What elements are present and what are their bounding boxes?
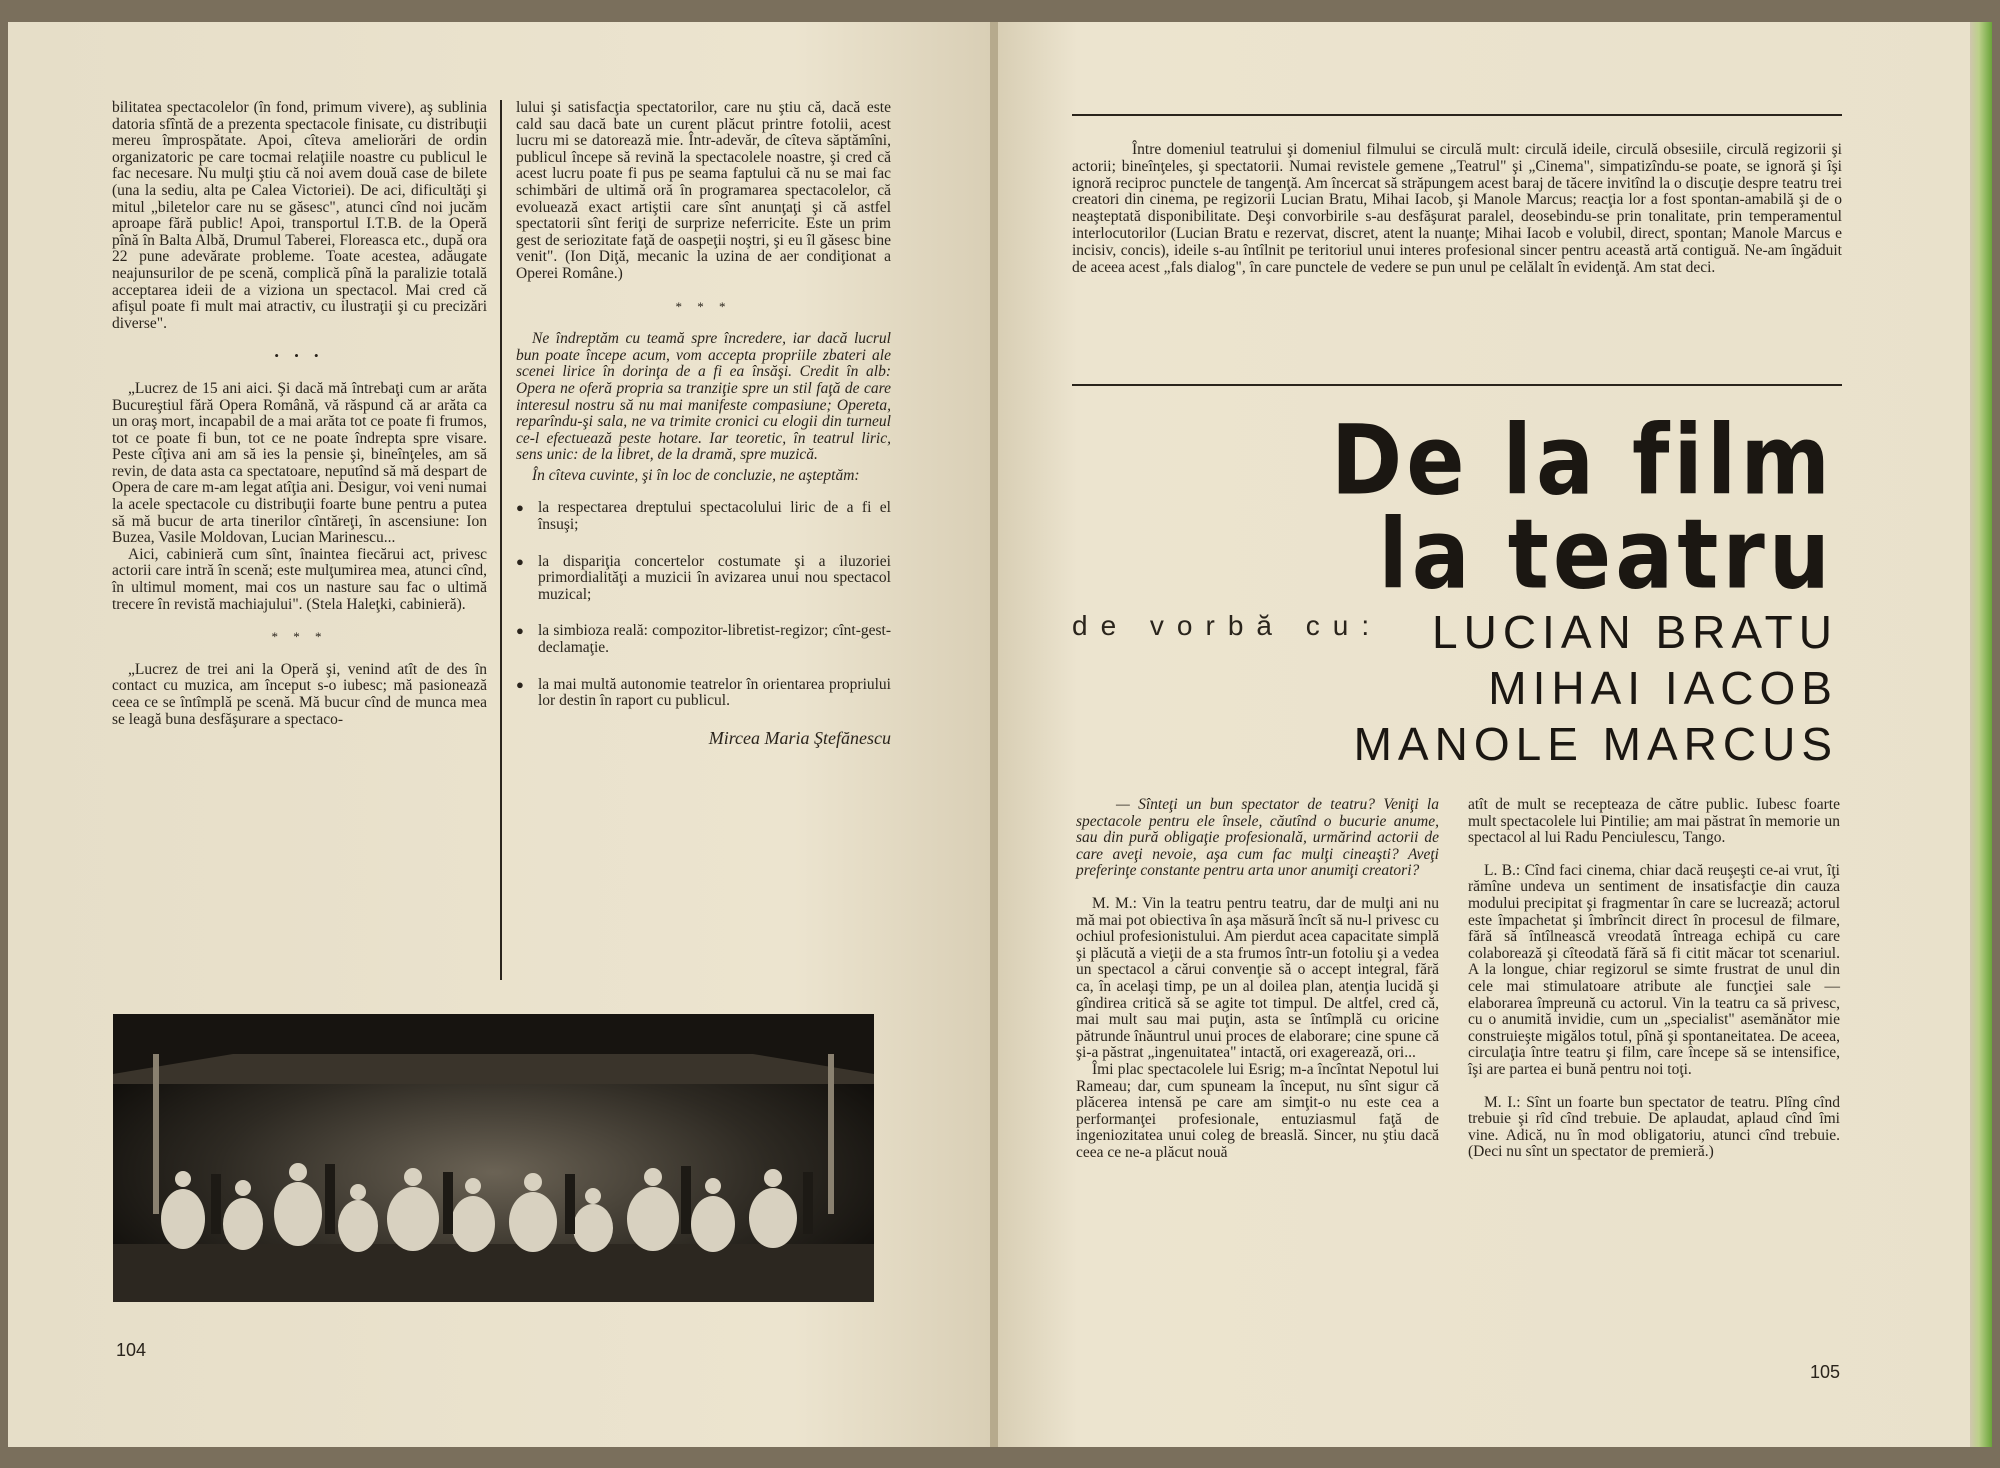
paragraph: „Lucrez de 15 ani aici. Şi dacă mă întrebaţi cum ar arăta Bucureştiul fără Opera Română, vă răspund că ar arăta ca un oraş mort, incapabil de a mai arăta tot ce poate fi frumos, tot ce poate fi bun, tot ce ne poate îndrepta spre visare. Peste cîţiva ani am să ies la pensie şi, bineînţeles, am să revin, de data asta ca spectatoare, neputînd să mă despart de Opera de care m-am legat atîţia ani. Desigur, voi veni numai la acele spectacole cu distribuţii foarte bune pentru a putea să mă bucur de arta tinerilor cîntăreţi, în ascensiune: Ion Buzea, Vasile Moldovan, Lucian Marinescu... [112, 379, 487, 547]
interview-question: — Sînteţi un bun spectator de teatru? Veniţi la spectacole pentru ele însele, căutînd o bucurie anume, sau din pură obligaţie profesională, urmărind actorii de care aveţi nevoie, aşa cum fac mulţi cineaşti? Aveţi preferinţe constante pentru arta unor anumiţi creatori? [1076, 796, 1439, 880]
stage-photo [113, 1014, 874, 1302]
paragraph: Îmi plac spectacolele lui Esrig; m-a încîntat Nepotul lui Rameau; dar, cum spuneam la început, nu sînt sigur că plăcerea intensă pe care am simţit-o nu este cea a performanţei profesionale, entuziasmul faţă de ingeniozitatea unui coleg de breaslă. Sincer, nu ştiu dacă ceea ce ne-a plăcut nouă [1076, 1060, 1439, 1161]
page-number: 105 [1810, 1362, 1841, 1382]
paragraph: Ne îndreptăm cu teamă spre încredere, iar dacă lucrul bun poate începe acum, vom accepta propriile zbateri ale scenei lirice în dorinţa de a fi ea însăşi. Credit în alb: Opera ne oferă propria sa tranziţie spre un stil faţă de care interesul nostru să nu mai manifeste compasiune; Opereta, reparîndu-şi sala, ne va trimite cronici cu elogii din turneul ce-l efectuează peste hotare. Iar teoretic, în teatrul liric, sens unic: de la libret, de la dramă, spre muzică. [516, 330, 891, 464]
paragraph: lului şi satisfacţia spectatorilor, care nu ştiu că, dacă este cald sau dacă bate un curent plăcut printre fotolii, acest lucru mi se datorează mie. Într-adevăr, de cîteva săptămîni, publicul începe să revină la spectacolele noastre, şi cred că acest lucru poate fi pus pe seama faptului că nu se mai fac schimbări de ultimă oră în programarea spectacolelor, că evoluează exact artiştii care sînt anunţaţi şi că astfel spectatorii sînt feriţi de surprize neferricite. Este un prim gest de seriozitate faţă de oaspeţii noştri, şi eu îl găsesc bine venit". (Ion Diţă, mecanic la uzina de aer condiţionat a Operei Române.) [516, 99, 891, 282]
name-manole-marcus: MANOLE MARCUS [1353, 718, 1838, 770]
article-title [1298, 405, 1834, 612]
list-item: ● la simbioza reală: compozitor-libretist-regizor; cînt-gest-declamaţie. [516, 623, 891, 656]
book-gutter [990, 22, 998, 1447]
list-item: ● la dispariţia concertelor costumate şi a iluzoriei primordialităţi a muzicii în avizarea unui nou spectacol muzical; [516, 554, 891, 604]
name-lucian-bratu: LUCIAN BRATU [1432, 606, 1838, 658]
paragraph: Aici, cabinieră cum sînt, înaintea fiecărui act, privesc actorii care intră în scenă; este mulţumirea mea, atunci cînd, în ultimul moment, mai cos un nasture sau fac o ultimă trecere în revistă machiajului". (Stela Haleţki, cabinieră). [112, 545, 487, 613]
name-mihai-iacob: MIHAI IACOB [1488, 662, 1838, 714]
left-column-2 [516, 100, 891, 746]
section-separator: * * * [271, 629, 328, 645]
page-edge [1970, 22, 1992, 1447]
paragraph: L. B.: Cînd faci cinema, chiar dacă reuşeşti ce-ai vrut, îţi rămîne undeva un sentiment de insatisfacţie din cauza modului precipitat şi fragmentar în care se lucrează; actorul este împachetat şi îmbrîncit direct în procesul de filmare, fără să întîlnească vreodată întreaga echipă cu care colaborează şi cîteodată fără să fi citit măcar tot scenariul. A la longue, chiar regizorul se simte frustrat de unul din cele mai stimulatoare atribute ale funcţiei sale — elaborarea împreună cu actorul. Vin la teatru ca să privesc, cu o anumită invidie, cum un „specialist" asemănător mie construieşte migălos totul, pînă şi spontaneitatea. De aceea, circulaţia între teatru şi film, care începe să se intensifice, îşi are partea ei bună pentru noi toţi. [1468, 861, 1840, 1078]
page-number: 104 [116, 1340, 147, 1360]
list-item: ● la respectarea dreptului spectacolului liric de a fi el însuşi; [516, 500, 891, 533]
paragraph: În cîteva cuvinte, şi în loc de concluzie, ne aşteptăm: [532, 466, 860, 484]
title-rule [1072, 384, 1842, 386]
right-page [998, 22, 1992, 1447]
top-rule [1072, 114, 1842, 116]
title-line-2: la teatru [1378, 499, 1834, 612]
conclusion-list [516, 500, 891, 709]
intro-paragraph: Între domeniul teatrului şi domeniul filmului se circulă mult: circulă ideile, circulă obsesiile, circulă regizorii şi actorii; bineînţeles, şi spectatorii. Numai revistele gemene „Teatrul" şi „Cinema", simpatizîndu-se poate, se ignoră şi îşi ignoră reciproc punctele de tangenţă. Am încercat să străpungem acest baraj de tăcere invitînd la o discuţie despre teatru trei creatori din cinema, pe regizorii Lucian Bratu, Mihai Iacob, şi Manole Marcus; reacţia lor a fost spontan-amabilă şi de o neaşteptată disponibilitate. Deşi convorbirile s-au desfăşurat paralel, deosebindu-se prin tonalitate, prin temperamentul interlocutorilor (Lucian Bratu e rezervat, discret, atent la nuanţe; Mihai Iacob e volubil, direct, spontan; Manole Marcus e incisiv, concis), ideile s-au întîlnit pe teritoriul unui interes profesional sincer pentru această artă contiguă. Ne-am îngăduit de aceea acest „fals dialog", în care punctele de vedere se pun unul pe celălalt în evidenţă. Am stat deci. [1072, 141, 1842, 276]
list-item: ● la mai multă autonomie teatrelor în orientarea propriului lor destin în raport cu publicul. [516, 677, 891, 710]
left-column-1 [112, 100, 487, 744]
byline: de vorbă cu: [1072, 610, 1383, 641]
book-spread [8, 22, 1992, 1447]
right-column-1 [1076, 797, 1439, 1177]
paragraph: „Lucrez de trei ani la Operă şi, venind atît de des în contact cu muzica, am început s-o iubesc; mă pasionează ceea ce se întîmplă pe scenă. Mă bucur cînd de munca mea se leagă buna desfăşurare a spectaco- [112, 660, 487, 728]
left-page [8, 22, 990, 1447]
paragraph: M. I.: Sînt un foarte bun spectator de teatru. Plîng cînd trebuie şi rîd cînd trebuie. De aplaudat, aplaud cînd îmi vine. Adică, nu în mod obligatoriu, atunci cînd trebuie. (Deci nu sînt un spectator de premieră.) [1468, 1093, 1840, 1161]
title-line-1: De la film [1330, 405, 1834, 518]
paragraph: M. M.: Vin la teatru pentru teatru, dar de mulţi ani nu mă mai pot obiectiva în aşa măsură încît să nu-l privesc cu ochiul profesionistului. Am pierdut acea capacitate simplă şi plăcută a vieţii de a sta frumos într-un fotoliu şi a vedea un spectacol a cărui convenţie să o accept integral, fără ca, în acelaşi timp, pe un al doilea plan, atenţia lucidă şi gîndirea critică să se agite tot timpul. De altfel, cred că, mai mult sau mai puţin, asta se întîmplă cu oricine pătrunde înăuntrul unui proces de elaborare; cine spune că şi-a păstrat „ingenuitatea" intactă, ori exagerează, ori... [1076, 894, 1439, 1062]
author-signature: Mircea Maria Ştefănescu [708, 727, 891, 748]
column-divider [500, 100, 502, 980]
section-separator: • • • [274, 348, 325, 364]
right-column-2 [1468, 797, 1840, 1177]
interviewee-names [1308, 604, 1838, 772]
paragraph: bilitatea spectacolelor (în fond, primum vivere), aş sublinia datoria sfîntă de a prezenta spectacole finisate, cu distribuţii mereu împrospătate. Apoi, cîteva ameliorări de ordin organizatoric pe care tocmai relaţiile noastre cu publicul le fac necesare. Nu mulţi ştiu că noi avem două case de bilete (una la sediu, alta pe Calea Victoriei). De aci, dificultăţi şi mitul „biletelor care nu se găsesc", atunci cînd noi jucăm aproape fără public! Apoi, transportul I.T.B. de la Operă pînă în Balta Albă, Drumul Taberei, Floreasca etc., după ora 22 pune adevărate probleme. Toate acestea, adăugate neajunsurilor de pe scenă, complică pînă la paralizie totală acceptarea ideii de a viziona un spectacol. Mai cred că afişul poate fi mult mai atractiv, cu ilustraţii şi cu precizări diverse". [112, 99, 487, 332]
opera-stage-image [113, 1014, 874, 1302]
paragraph: atît de mult se recepteaza de către public. Iubesc foarte mult spectacolele lui Pintilie; am mai păstrat în memorie un spectacol al lui Radu Penciulescu, Tango. [1468, 796, 1840, 847]
section-separator: * * * [675, 298, 732, 314]
